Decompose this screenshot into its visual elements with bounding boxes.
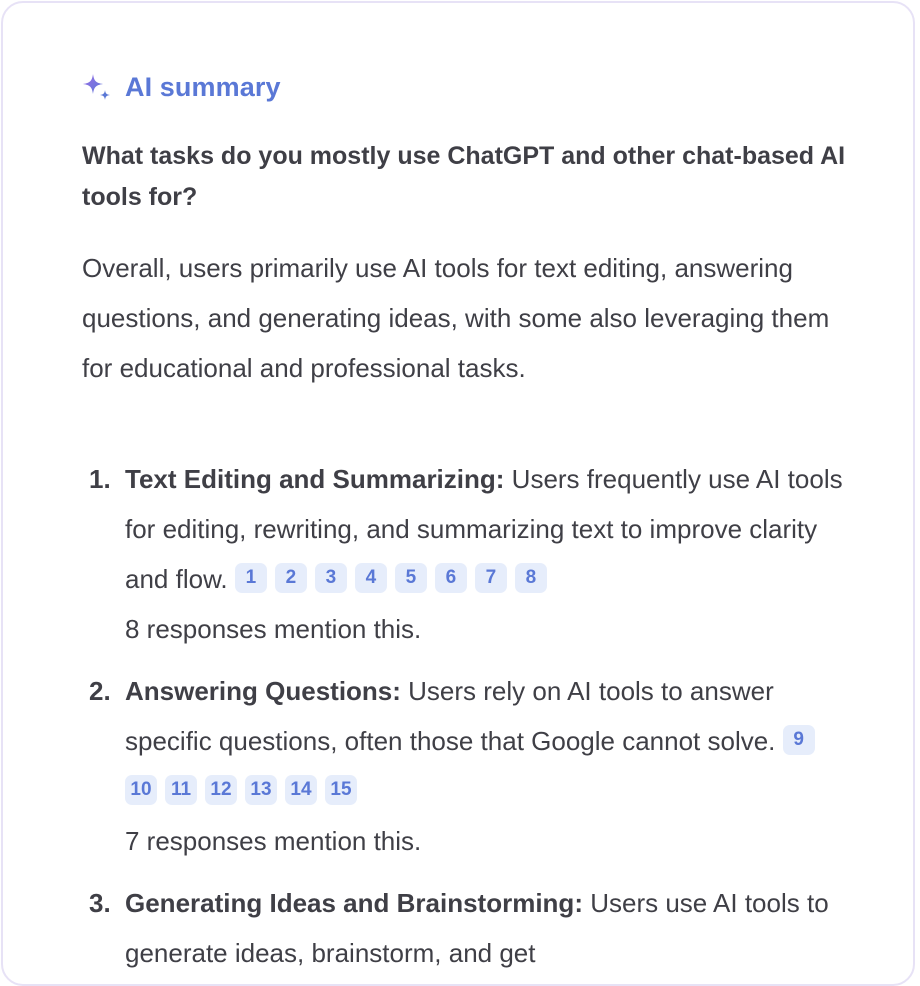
citation-chip[interactable]: 8 xyxy=(515,563,547,593)
response-count: 8 responses mention this. xyxy=(125,614,422,644)
item-body xyxy=(125,666,852,816)
citation-chip[interactable]: 14 xyxy=(285,775,317,805)
item-text: Users use AI tools to generate ideas, brainstorm, and get xyxy=(125,888,829,968)
list-item xyxy=(82,454,852,654)
citation-chip[interactable]: 4 xyxy=(355,563,387,593)
list-item xyxy=(82,878,852,978)
summary-title: AI summary xyxy=(125,71,281,102)
item-number: 1. xyxy=(89,464,111,494)
item-text: Users frequently use AI tools for editing, rewriting, and summarizing text to improve clarity and flow. xyxy=(125,464,843,594)
summary-header xyxy=(81,71,281,103)
item-body xyxy=(125,878,852,978)
item-body xyxy=(125,454,852,604)
citation-chip[interactable]: 2 xyxy=(275,563,307,593)
citation-chip[interactable]: 12 xyxy=(205,775,237,805)
ai-summary-card xyxy=(1,1,915,986)
citation-chip[interactable]: 13 xyxy=(245,775,277,805)
item-text: Users rely on AI tools to answer specific questions, often those that Google cannot solve. xyxy=(125,676,783,756)
citation-group xyxy=(235,564,555,594)
citation-chip[interactable]: 3 xyxy=(315,563,347,593)
sparkle-icon xyxy=(81,71,113,103)
response-count: 7 responses mention this. xyxy=(125,826,422,856)
summary-overview: Overall, users primarily use AI tools for text editing, answering questions, and generating ideas, with some also leveraging them for educational and professional tasks. xyxy=(82,253,830,383)
citation-chip[interactable]: 11 xyxy=(165,775,197,805)
citation-chip[interactable]: 15 xyxy=(325,775,357,805)
citation-chip[interactable]: 6 xyxy=(435,563,467,593)
citation-chip[interactable]: 9 xyxy=(783,725,815,755)
survey-question: What tasks do you mostly use ChatGPT and other chat-based AI tools for? xyxy=(82,142,846,211)
citation-chip[interactable]: 7 xyxy=(475,563,507,593)
citation-chip[interactable]: 1 xyxy=(235,563,267,593)
list-item xyxy=(82,666,852,866)
summary-list xyxy=(82,454,852,986)
citation-chip[interactable]: 10 xyxy=(125,775,157,805)
item-number: 2. xyxy=(89,676,111,706)
item-number: 3. xyxy=(89,888,111,918)
item-title: Answering Questions: xyxy=(125,676,401,706)
item-title: Generating Ideas and Brainstorming: xyxy=(125,888,583,918)
item-title: Text Editing and Summarizing: xyxy=(125,464,505,494)
citation-chip[interactable]: 5 xyxy=(395,563,427,593)
